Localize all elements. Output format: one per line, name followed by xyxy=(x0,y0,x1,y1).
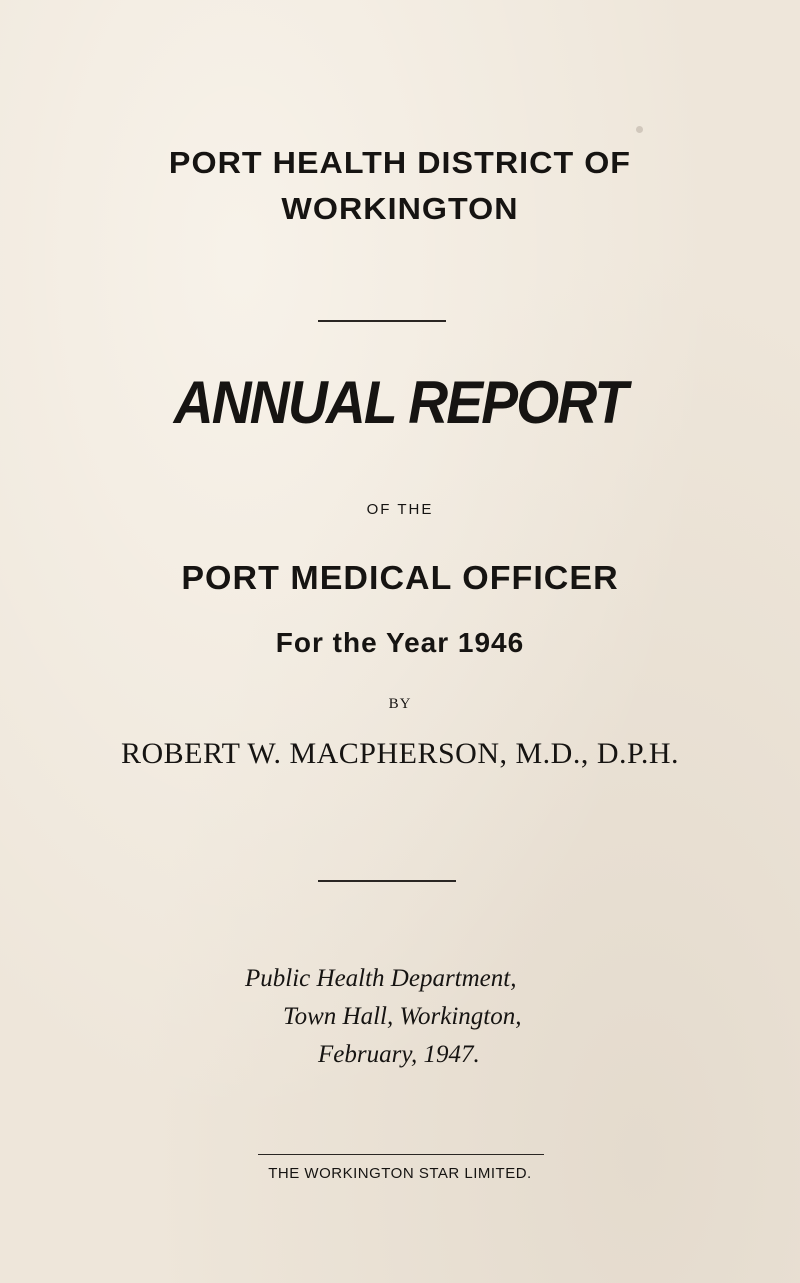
printer-imprint: THE WORKINGTON STAR LIMITED. xyxy=(268,1165,532,1182)
by-label: BY xyxy=(388,696,412,712)
district-heading-line1: PORT HEALTH DISTRICT OF xyxy=(168,145,632,180)
divider-footer xyxy=(258,1154,544,1155)
of-the-label: OF THE xyxy=(366,501,434,518)
address-line-town-hall: Town Hall, Workington, xyxy=(283,1003,522,1030)
paper-smudge xyxy=(636,126,643,133)
district-heading xyxy=(0,140,800,232)
address-line-department: Public Health Department, xyxy=(245,965,517,992)
district-heading-line2: WORKINGTON xyxy=(281,191,519,226)
author-name: ROBERT W. MACPHERSON, M.D., D.P.H. xyxy=(120,737,680,770)
annual-report-title: ANNUAL REPORT xyxy=(173,369,627,436)
divider-middle xyxy=(318,880,456,882)
divider-top xyxy=(318,320,446,322)
officer-title: PORT MEDICAL OFFICER xyxy=(181,559,619,596)
address-line-date: February, 1947. xyxy=(318,1041,480,1068)
report-year: For the Year 1946 xyxy=(275,627,525,658)
